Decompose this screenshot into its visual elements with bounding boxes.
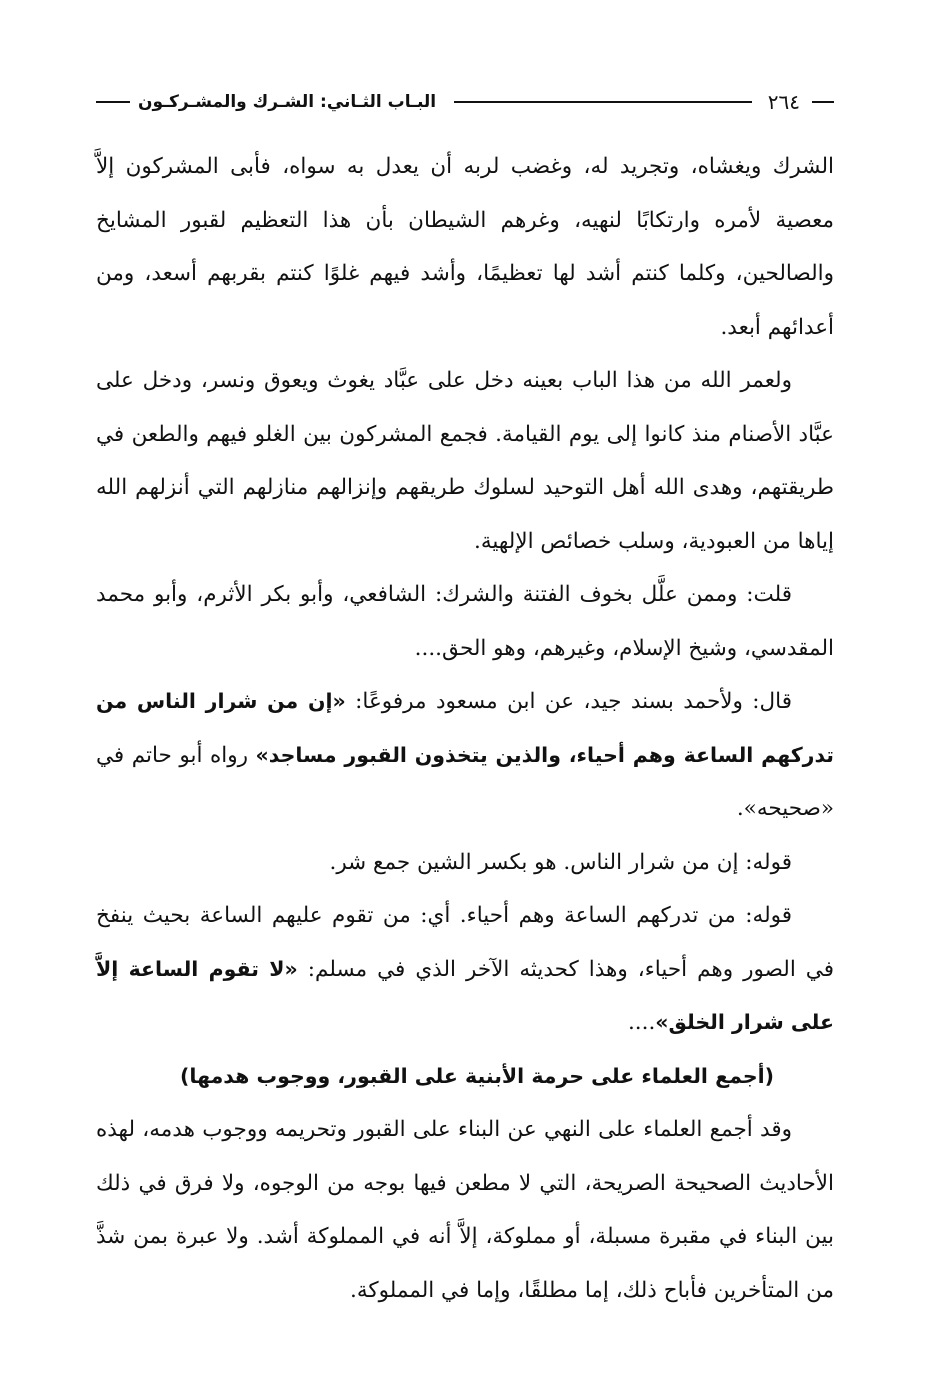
section-heading: (أجمع العلماء على حرمة الأبنية على القبور، ووجوب هدمها)	[180, 1063, 774, 1088]
paragraph-text: ولعمر الله من هذا الباب بعينه دخل على عبَّاد يغوث ويعوق ونسر، ودخل على عبَّاد الأصنام منذ كانوا إلى يوم القيامة. فجمع المشركون بين الغلو فيهم والطعن في طريقتهم، وهدى الله أهل التوحيد لسلوك طريقهم وإنزالهم منازلهم التي أنزلهم الله إياها من العبودية، وسلب خصائص الإلهية.	[96, 368, 834, 554]
page-number: ٢٦٤	[767, 90, 800, 114]
running-title: البـاب الثـاني: الشـرك والمشـركـون	[138, 92, 437, 112]
header-rule-end	[96, 101, 130, 103]
paragraph-list	[96, 140, 834, 1050]
page-header	[96, 82, 834, 122]
paragraph	[96, 140, 834, 354]
paragraph	[96, 836, 834, 890]
paragraph	[96, 568, 834, 675]
header-rule	[454, 101, 752, 103]
paragraph-text: قوله: من تدركهم الساعة وهم أحياء. أي: من تقوم عليهم الساعة بحيث ينفخ في الصور وهم أحياء، وهذا كحديثه الآخر الذي في مسلم:	[96, 903, 834, 982]
final-paragraph: وقد أجمع العلماء على النهي عن البناء على القبور وتحريمه ووجوب هدمه، لهذه الأحاديث الصحيحة الصريحة، التي لا مطعن فيها بوجه من الوجوه، ولا فرق في ذلك بين البناء في مقبرة مسبلة، أو مملوكة، إلاَّ أنه في المملوكة أشد. ولا عبرة بمن شذَّ من المتأخرين فأباح ذلك، إما مطلقًا، وإما في المملوكة.	[96, 1117, 834, 1303]
hadith-quote: «لا تقوم الساعة إلاَّ على شرار الخلق»	[96, 956, 834, 1034]
paragraph	[96, 675, 834, 836]
paragraph	[96, 354, 834, 568]
hadith-quote: «إن من شرار الناس من تدركهم الساعة وهم أحياء، والذين يتخذون القبور مساجد»	[96, 689, 834, 767]
paragraph-text: قوله: إن من شرار الناس. هو بكسر الشين جمع شر.	[329, 849, 792, 875]
header-dash	[812, 101, 834, 103]
paragraph-text: قلت: وممن علَّل بخوف الفتنة والشرك: الشافعي، وأبو بكر الأثرم، وأبو محمد المقدسي، وشيخ الإسلام، وغيرهم، وهو الحق....	[96, 582, 834, 661]
page-body	[96, 140, 834, 1317]
paragraph-text: الشرك ويغشاه، وتجريد له، وغضب لربه أن يعدل به سواه، فأبى المشركون إلاَّ معصية لأمره وارتكابًا لنهيه، وغرهم الشيطان بأن هذا التعظيم لقبور المشايخ والصالحين، وكلما كنتم أشد لها تعظيمًا، وأشد فيهم غلوًا كنتم بقربهم أسعد، ومن أعدائهم أبعد.	[96, 154, 834, 340]
paragraph-text: قال: ولأحمد بسند جيد، عن ابن مسعود مرفوعًا:	[345, 689, 792, 714]
paragraph	[96, 889, 834, 1050]
paragraph-text: ....	[627, 1010, 656, 1035]
paragraph-text: رواه أبو حاتم في «صحيحه».	[96, 742, 834, 821]
